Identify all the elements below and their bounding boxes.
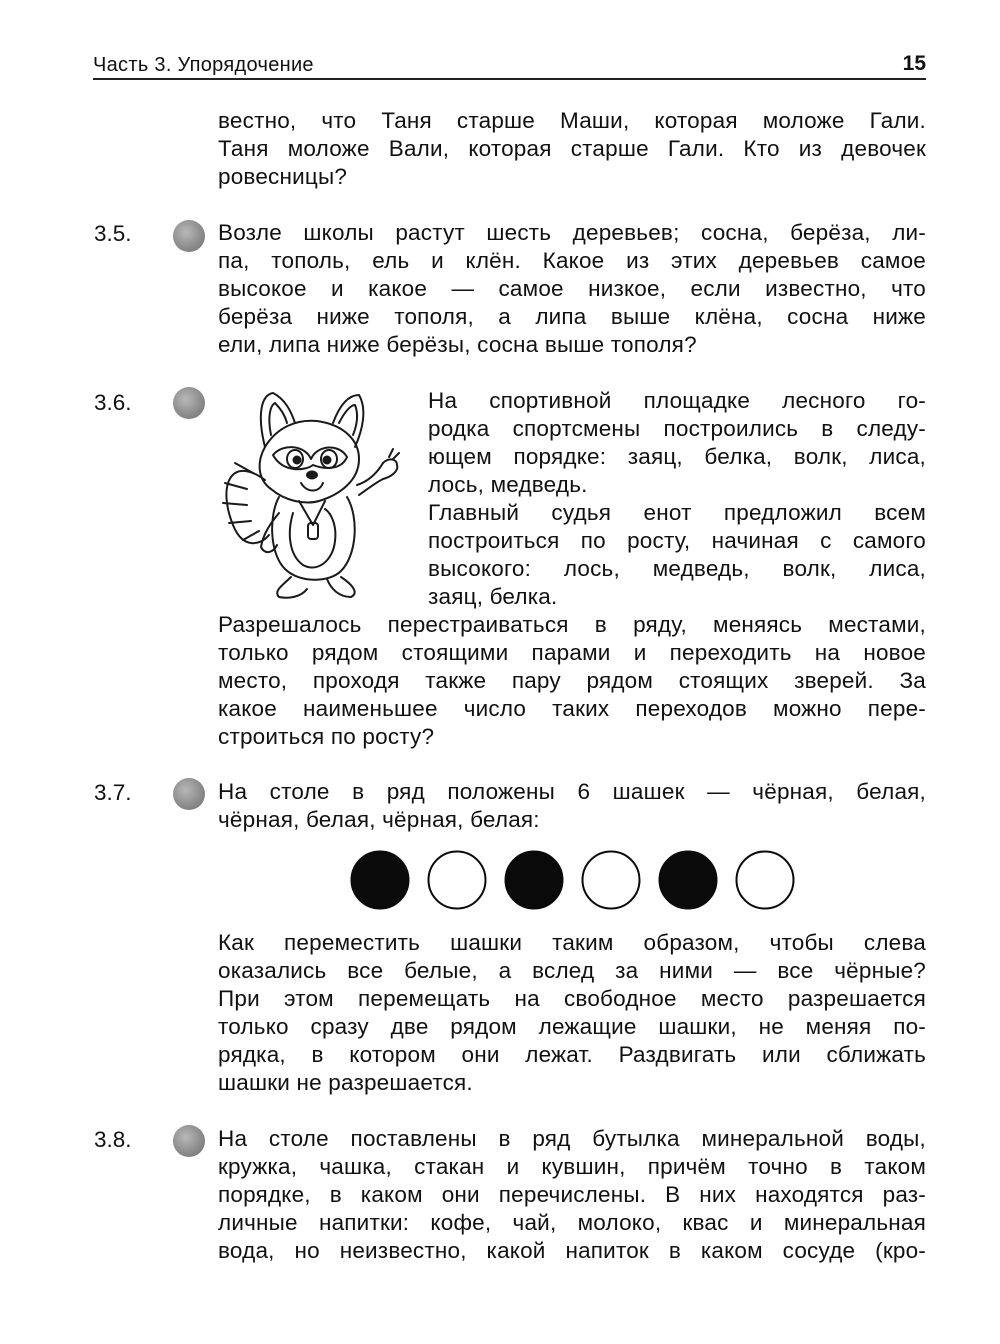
problem-3-7-line: шашки не разрешается. <box>218 1070 473 1095</box>
white-checker <box>429 852 486 909</box>
problem-number-3-7: 3.7. <box>94 780 132 805</box>
problem-3-7-line: На столе в ряд положены 6 шашек — чёрная, белая, <box>218 779 926 804</box>
problem-3-6-side-line: На спортивной площадке лесного го- <box>428 388 926 413</box>
problem-number-3-5: 3.5. <box>94 221 132 246</box>
header-divider <box>93 78 926 80</box>
problem-3-6-side-line: высокого: лось, медведь, волк, лиса, <box>428 556 926 581</box>
problem-3-6-side-line: родка спортсмены построились в следу- <box>428 416 926 441</box>
problem-3-5-line: берёза ниже тополя, а липа выше клёна, сосна ниже <box>218 304 926 329</box>
problem-number-3-8: 3.8. <box>94 1127 132 1152</box>
problem-3-5-line: Возле школы растут шесть деревьев; сосна, берёза, ли- <box>218 220 926 245</box>
problem-3-6-side-line: заяц, белка. <box>428 584 558 609</box>
difficulty-marker-icon <box>173 387 205 419</box>
problem-3-6-side-line: Главный судья енот предложил всем <box>428 500 926 525</box>
problem-3-6-line: только рядом стоящими парами и переходить на новое <box>218 640 926 665</box>
problem-number-3-6: 3.6. <box>94 390 132 415</box>
continued-paragraph-line: вестно, что Таня старше Маши, которая моложе Гали. <box>218 108 926 133</box>
problem-3-7-line: рядка, в котором они лежат. Раздвигать или сближать <box>218 1042 926 1067</box>
page-number: 15 <box>902 52 926 75</box>
difficulty-marker-icon <box>173 220 205 252</box>
white-checker <box>737 852 794 909</box>
black-checker <box>506 852 563 909</box>
running-header: Часть 3. Упорядочение <box>93 54 314 76</box>
problem-3-8-line: На столе поставлены в ряд бутылка минеральной воды, <box>218 1126 926 1151</box>
problem-3-8-line: кружка, чашка, стакан и кувшин, причём точно в таком <box>218 1154 926 1179</box>
problem-3-8-line: вода, но неизвестно, какой напиток в каком сосуде (кро- <box>218 1238 926 1263</box>
problem-3-6-side-line: ющем порядке: заяц, белка, волк, лиса, <box>428 444 926 469</box>
problem-3-7-line: чёрная, белая, чёрная, белая: <box>218 807 540 832</box>
continued-paragraph-line: Таня моложе Вали, которая старше Гали. Кто из девочек <box>218 136 926 161</box>
problem-3-5-line: высокое и какое — самое низкое, если известно, что <box>218 276 926 301</box>
difficulty-marker-icon <box>173 778 205 810</box>
problem-3-5-line: ели, липа ниже берёзы, сосна выше тополя? <box>218 332 697 357</box>
problem-3-6-line: какое наименьшее число таких переходов можно пере- <box>218 696 926 721</box>
problem-3-7-line: Как переместить шашки таким образом, чтобы слева <box>218 930 926 955</box>
problem-3-6-side-line: построиться по росту, начиная с самого <box>428 528 926 553</box>
continued-paragraph-line: ровесницы? <box>218 164 348 189</box>
problem-3-8-line: личные напитки: кофе, чай, молоко, квас и минеральная <box>218 1210 926 1235</box>
checkers-row <box>350 850 796 910</box>
black-checker <box>660 852 717 909</box>
problem-3-8-line: порядке, в каком они перечислены. В них находятся раз- <box>218 1182 926 1207</box>
problem-3-5-line: па, тополь, ель и клён. Какое из этих деревьев самое <box>218 248 926 273</box>
problem-3-6-line: место, проходя также пару рядом стоящих зверей. За <box>218 668 926 693</box>
problem-3-7-line: оказались все белые, а вслед за ними — все чёрные? <box>218 958 926 983</box>
raccoon-illustration <box>213 385 403 607</box>
difficulty-marker-icon <box>173 1125 205 1157</box>
problem-3-7-line: При этом перемещать на свободное место разрешается <box>218 986 926 1011</box>
problem-3-6-line: Разрешалось перестраиваться в ряду, меняясь местами, <box>218 612 926 637</box>
white-checker <box>583 852 640 909</box>
problem-3-7-line: только сразу две рядом лежащие шашки, не меняя по- <box>218 1014 926 1039</box>
black-checker <box>352 852 409 909</box>
problem-3-6-line: строиться по росту? <box>218 724 435 749</box>
problem-3-6-side-line: лось, медведь. <box>428 472 588 497</box>
